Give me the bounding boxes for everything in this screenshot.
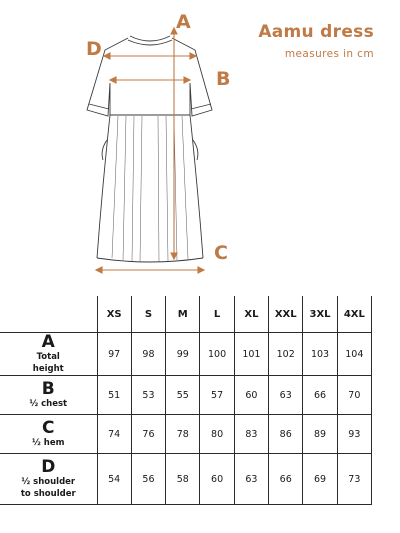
table-cell: 63 — [269, 376, 303, 415]
table-cell: 60 — [200, 454, 234, 505]
table-cell: 103 — [303, 333, 337, 376]
page-subtitle: measures in cm — [284, 48, 374, 60]
row-description: Total — [36, 352, 60, 362]
table-cell: 104 — [337, 333, 371, 376]
size-header: 4XL — [337, 296, 371, 333]
size-header: XL — [234, 296, 268, 333]
table-cell: 57 — [200, 376, 234, 415]
table-cell: 60 — [234, 376, 268, 415]
table-cell: 80 — [200, 415, 234, 454]
table-cell: 56 — [131, 454, 165, 505]
size-header: 3XL — [303, 296, 337, 333]
table-cell: 101 — [234, 333, 268, 376]
table-cell: 63 — [234, 454, 268, 505]
table-cell: 102 — [269, 333, 303, 376]
table-cell: 69 — [303, 454, 337, 505]
label-a: A — [176, 11, 191, 33]
table-row — [0, 333, 372, 376]
table-cell: 99 — [166, 333, 200, 376]
row-description: ½ shoulder — [21, 477, 76, 487]
size-table — [0, 296, 372, 505]
row-description: height — [32, 364, 64, 374]
table-cell: 66 — [269, 454, 303, 505]
table-cell: 86 — [269, 415, 303, 454]
table-row — [0, 415, 372, 454]
row-header — [0, 333, 97, 376]
table-cell: 73 — [337, 454, 371, 505]
table-cell: 74 — [97, 415, 131, 454]
table-cell: 89 — [303, 415, 337, 454]
row-letter: C — [42, 418, 55, 438]
table-cell: 97 — [97, 333, 131, 376]
table-cell: 70 — [337, 376, 371, 415]
measure-lines — [96, 28, 204, 273]
table-cell: 66 — [303, 376, 337, 415]
table-cell: 51 — [97, 376, 131, 415]
row-letter: A — [41, 332, 55, 352]
table-cell: 83 — [234, 415, 268, 454]
page-title: Aamu dress — [258, 22, 374, 42]
table-row — [0, 454, 372, 505]
size-header: L — [200, 296, 234, 333]
table-cell: 58 — [166, 454, 200, 505]
table-cell: 55 — [166, 376, 200, 415]
size-header: M — [166, 296, 200, 333]
row-letter: D — [41, 457, 56, 477]
row-header — [0, 376, 97, 415]
table-cell: 100 — [200, 333, 234, 376]
size-header: XS — [97, 296, 131, 333]
row-description: ½ hem — [32, 438, 65, 448]
row-description: to shoulder — [20, 489, 76, 499]
row-description: ½ chest — [29, 399, 68, 409]
label-d: D — [86, 38, 102, 60]
row-header — [0, 454, 97, 505]
table-cell: 78 — [166, 415, 200, 454]
table-cell: 93 — [337, 415, 371, 454]
size-header: S — [131, 296, 165, 333]
table-corner — [0, 296, 97, 333]
table-cell: 98 — [131, 333, 165, 376]
row-header — [0, 415, 97, 454]
skirt-gathers — [112, 116, 188, 262]
label-b: B — [216, 68, 231, 90]
size-header: XXL — [269, 296, 303, 333]
table-cell: 76 — [131, 415, 165, 454]
table-cell: 53 — [131, 376, 165, 415]
label-c: C — [214, 242, 228, 264]
table-cell: 54 — [97, 454, 131, 505]
size-header-row — [0, 296, 372, 333]
row-letter: B — [41, 379, 55, 399]
table-row — [0, 376, 372, 415]
dress-outline — [87, 36, 212, 262]
